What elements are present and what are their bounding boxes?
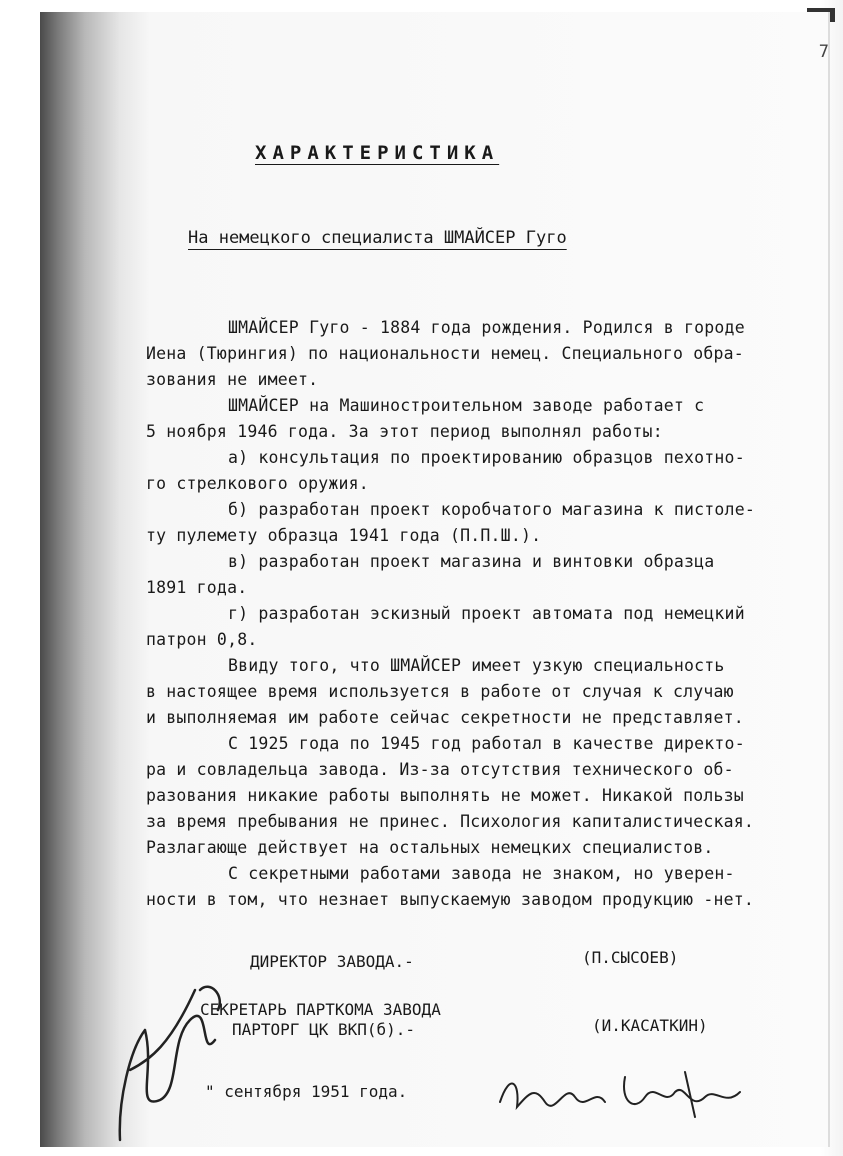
- body-line: ту пулемету образца 1941 года (П.П.Ш.).: [146, 526, 542, 545]
- handwritten-signature: [495, 1062, 765, 1122]
- body-line: го стрелкового оружия.: [146, 474, 369, 493]
- partorg-label: ПАРТОРГ ЦК ВКП(б).-: [232, 1020, 416, 1039]
- body-line: разования никакие работы выполнять не может. Никакой пользы: [146, 786, 744, 805]
- secretary-label: СЕКРЕТАРЬ ПАРТКОМА ЗАВОДА: [200, 1000, 441, 1019]
- body-line: г) разработан эскизный проект автомата под немецкий: [228, 604, 745, 623]
- document-date: " сентября 1951 года.: [205, 1082, 408, 1101]
- document-title: ХАРАКТЕРИСТИКА: [255, 142, 500, 164]
- body-line: зования не имеет.: [146, 370, 319, 389]
- body-line: Иена (Тюрингия) по национальности немец. Специального обра-: [146, 344, 744, 363]
- body-line: ра и совладельца завода. Из-за отсутствия технического об-: [146, 760, 734, 779]
- director-label: ДИРЕКТОР ЗАВОДА.-: [250, 952, 414, 971]
- document-subtitle: На немецкого специалиста ШМАЙСЕР Гуго: [188, 228, 567, 248]
- body-line: за время пребывания не принес. Психология капиталистическая.: [146, 812, 755, 831]
- body-line: ШМАЙСЕР Гуго - 1884 года рождения. Родился в городе: [228, 318, 745, 337]
- body-line: С 1925 года по 1945 год работал в качестве директо-: [228, 734, 745, 753]
- body-line: в) разработан проект магазина и винтовки образца: [228, 552, 715, 571]
- body-line: ШМАЙСЕР на Машиностроительном заводе работает с: [228, 396, 705, 415]
- body-line: в настоящее время используется в работе от случая к случаю: [146, 682, 734, 701]
- body-line: Ввиду того, что ШМАЙСЕР имеет узкую специальность: [228, 656, 725, 675]
- body-line: Разлагающе действует на остальных немецких специалистов.: [146, 838, 714, 857]
- body-line: ности в том, что незнает выпускаемую заводом продукцию -нет.: [146, 890, 755, 909]
- body-line: а) консультация по проектированию образцов пехотно-: [228, 448, 745, 467]
- body-line: и выполняемая им работе сейчас секретности не представляет.: [146, 708, 744, 727]
- body-line: б) разработан проект коробчатого магазина к пистоле-: [228, 500, 755, 519]
- secretary-name: (И.КАСАТКИН): [592, 1016, 708, 1035]
- page-number: 7: [818, 42, 829, 62]
- body-line: патрон 0,8.: [146, 630, 258, 649]
- body-line: 5 ноября 1946 года. За этот период выполнял работы:: [146, 422, 663, 441]
- body-line: 1891 года.: [146, 578, 248, 597]
- handwritten-note: [100, 950, 240, 1150]
- body-line: С секретными работами завода не знаком, но уверен-: [228, 864, 735, 883]
- director-name: (П.СЫСОЕВ): [582, 948, 679, 967]
